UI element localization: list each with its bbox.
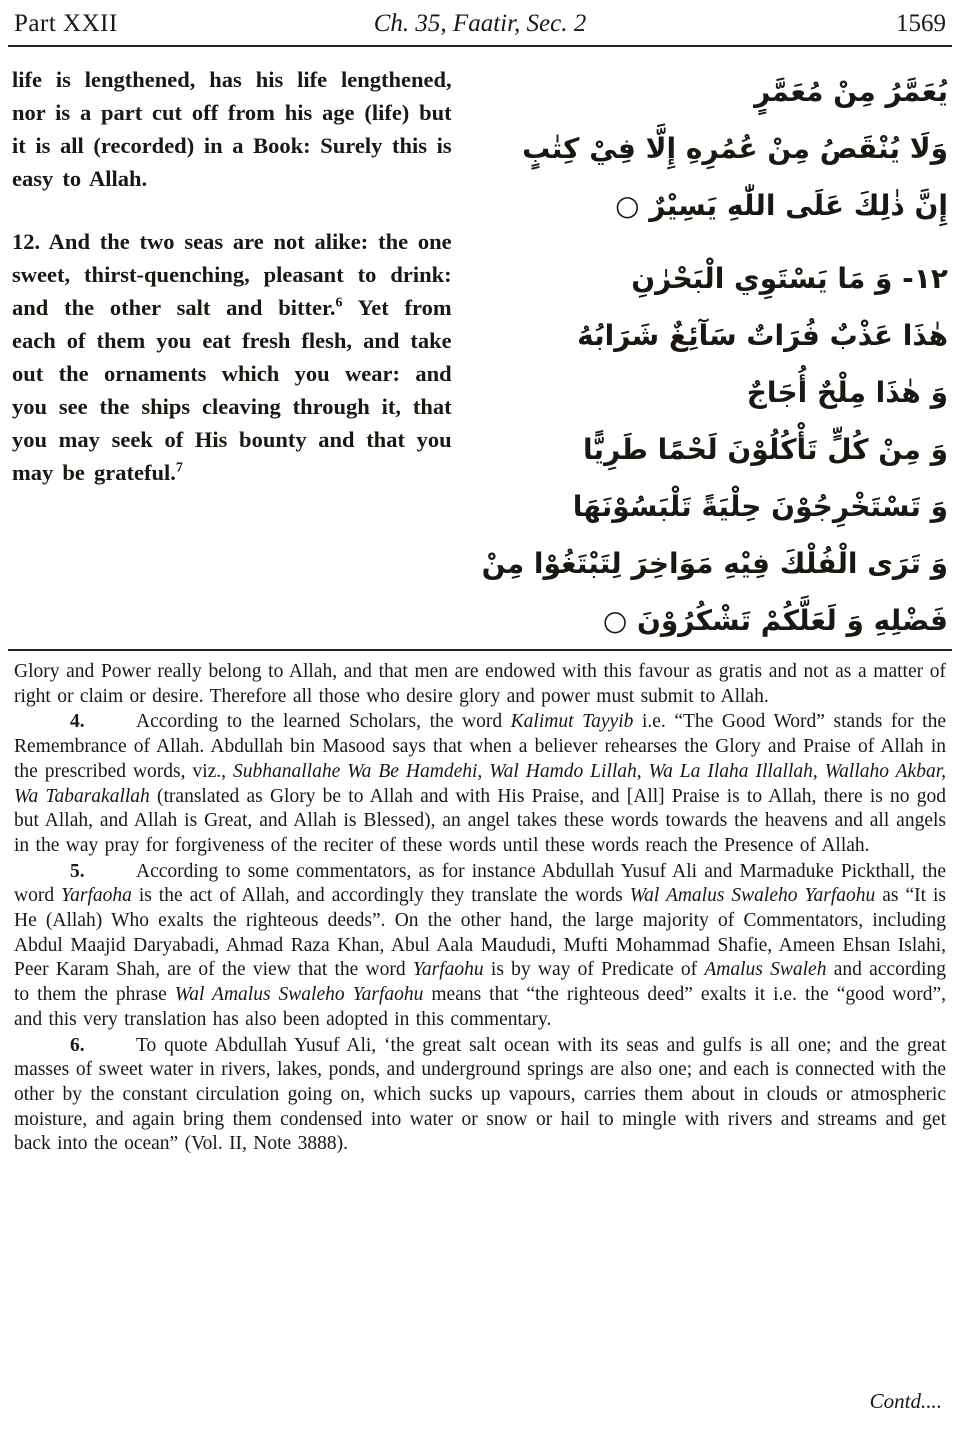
chapter-title: Ch. 35, Faatir, Sec. 2 xyxy=(373,10,587,37)
text-run: is by way of Predicate of xyxy=(483,959,705,981)
footnote-number: 5. xyxy=(70,860,85,882)
text-run: as “It is He (Allah) Who exalts the righteous deeds”. On the other hand, the large majority of Commentators, including Abdul Maajid Daryabadi, Ahmad Raza Khan, Abul Aala Maududi, Mufti Mohammad Shafie, Ameen Ehsan Islahi, Peer Karam Shah, are of the view that the word xyxy=(14,885,946,981)
translation-paragraph xyxy=(12,63,452,195)
footnote-continuation xyxy=(14,660,946,709)
transliteration-text: Kalimut Tayyib xyxy=(510,711,634,733)
text-run: and according to them the phrase xyxy=(14,959,946,1006)
arabic-verse-line: وَلَا يُنْقَصُ مِنْ عُمُرِهِ إِلَّا فِيْ كِتٰبٍ xyxy=(522,132,948,165)
arabic-verse-line: فَضْلِهِ وَ لَعَلَّكُمْ تَشْكُرُوْنَ ○ xyxy=(602,604,948,637)
verse-section xyxy=(12,47,948,649)
footnote xyxy=(14,860,946,1033)
transliteration-text: Yarfaoha xyxy=(61,885,132,907)
arabic-verse-line: وَ تَرَى الْفُلْكَ فِيْهِ مَوَاخِرَ لِتَبْتَغُوْا مِنْ xyxy=(481,547,948,580)
footnote-ref: 6 xyxy=(335,295,343,311)
transliteration-text: Yarfaohu xyxy=(412,959,484,981)
text-run: 12. And the two seas are not alike: the one sweet, thirst-quenching, pleasant to drink: and the other salt and bitter. xyxy=(12,229,452,320)
part-label: Part XXII xyxy=(14,10,118,37)
text-run: (translated as Glory be to Allah and with His Praise, and [All] Praise is to Allah, there is no god but Allah, and Allah is Great, and Allah is Blessed), an angel takes these words towards the heavens and all angels in the way pray for forgiveness of the reciter of these words until these words reach the Presence of Allah. xyxy=(14,785,946,856)
translation-paragraph xyxy=(12,225,452,489)
contd-label: Contd.... xyxy=(869,1389,942,1413)
text-run: i.e. “The Good Word” stands for the Remembrance of Allah. Abdullah bin Masood says that when a believer rehearses the Glory and Praise of Allah in the prescribed words, viz., xyxy=(14,711,947,782)
footnote-ref: 7 xyxy=(175,460,183,476)
arabic-verse-line: وَ تَسْتَخْرِجُوْنَ حِلْيَةً تَلْبَسُوْنَهَا xyxy=(572,490,948,523)
arabic-verse-line: وَ مِنْ كُلٍّ تَأْكُلُوْنَ لَحْمًا طَرِيًّا xyxy=(583,433,948,466)
footnote xyxy=(14,1034,946,1158)
footnote-number: 4. xyxy=(70,711,85,733)
text-run: Glory and Power really belong to Allah, and that men are endowed with this favour as gratis and not as a matter of right or claim or desire. Therefore all those who desire glory and power must submit to Allah. xyxy=(14,661,946,707)
text-run: According to some commentators, as for instance Abdullah Yusuf Ali and Marmaduke Pickthall, the word xyxy=(14,860,946,907)
translation-column xyxy=(12,63,452,649)
text-run: According to the learned Scholars, the word xyxy=(136,711,511,733)
arabic-column xyxy=(478,63,948,649)
footnote-number: 6. xyxy=(70,1034,85,1056)
text-run: Yet from each of them you eat fresh flesh, and take out the ornaments which you wear: and you see the ships cleaving through it, that you may seek of His bounty and that you may be grateful. xyxy=(12,295,452,485)
text-run: means that “the righteous deed” exalts it i.e. the “good word”, and this very translation has also been adopted in this commentary. xyxy=(14,984,946,1030)
footnotes-section xyxy=(12,651,948,1157)
text-run: To quote Abdullah Yusuf Ali, ‘the great salt ocean with its seas and gulfs is all one; and the great masses of sweet water in rivers, lakes, ponds, and underground springs are also one; and each is connected with the other by the constant circulation going on, which sucks up vapours, carries them about in clouds or atmospheric moisture, and again bring them condensed into water or snow or hail to mingle with rivers and streams and get back into the ocean” (Vol. II, Note 3888). xyxy=(14,1034,946,1155)
arabic-verse-line: ١٢- وَ مَا يَسْتَوِي الْبَحْرٰنِ xyxy=(631,262,948,295)
page-number: 1569 xyxy=(896,10,946,37)
page-header xyxy=(12,8,948,45)
arabic-verse-line: إِنَّ ذٰلِكَ عَلَى اللّٰهِ يَسِيْرٌ ○ xyxy=(615,189,948,222)
transliteration-text: Wal Amalus Swaleho Yarfaohu xyxy=(629,885,876,907)
transliteration-text: Wal Amalus Swaleho Yarfaohu xyxy=(174,984,424,1006)
text-run: is the act of Allah, and accordingly they translate the words xyxy=(131,885,630,907)
transliteration-text: Subhanallahe Wa Be Hamdehi, Wal Hamdo Lillah, Wa La Ilaha Illallah, Wallaho Akbar, Wa Tabarakallah xyxy=(14,760,946,807)
arabic-verse-line: هٰذَا عَذْبٌ فُرَاتٌ سَآئِغٌ شَرَابُهُ xyxy=(577,319,948,352)
text-run: life is lengthened, has his life lengthened, nor is a part cut off from his age (life) but it is all (recorded) in a Book: Surely this is easy to Allah. xyxy=(12,67,452,191)
transliteration-text: Amalus Swaleh xyxy=(704,959,827,981)
arabic-verse-line: يُعَمَّرُ مِنْ مُعَمَّرٍ xyxy=(754,75,948,108)
footnote xyxy=(14,710,946,858)
arabic-verse-line: وَ هٰذَا مِلْحٌ أُجَاجٌ xyxy=(746,376,948,409)
